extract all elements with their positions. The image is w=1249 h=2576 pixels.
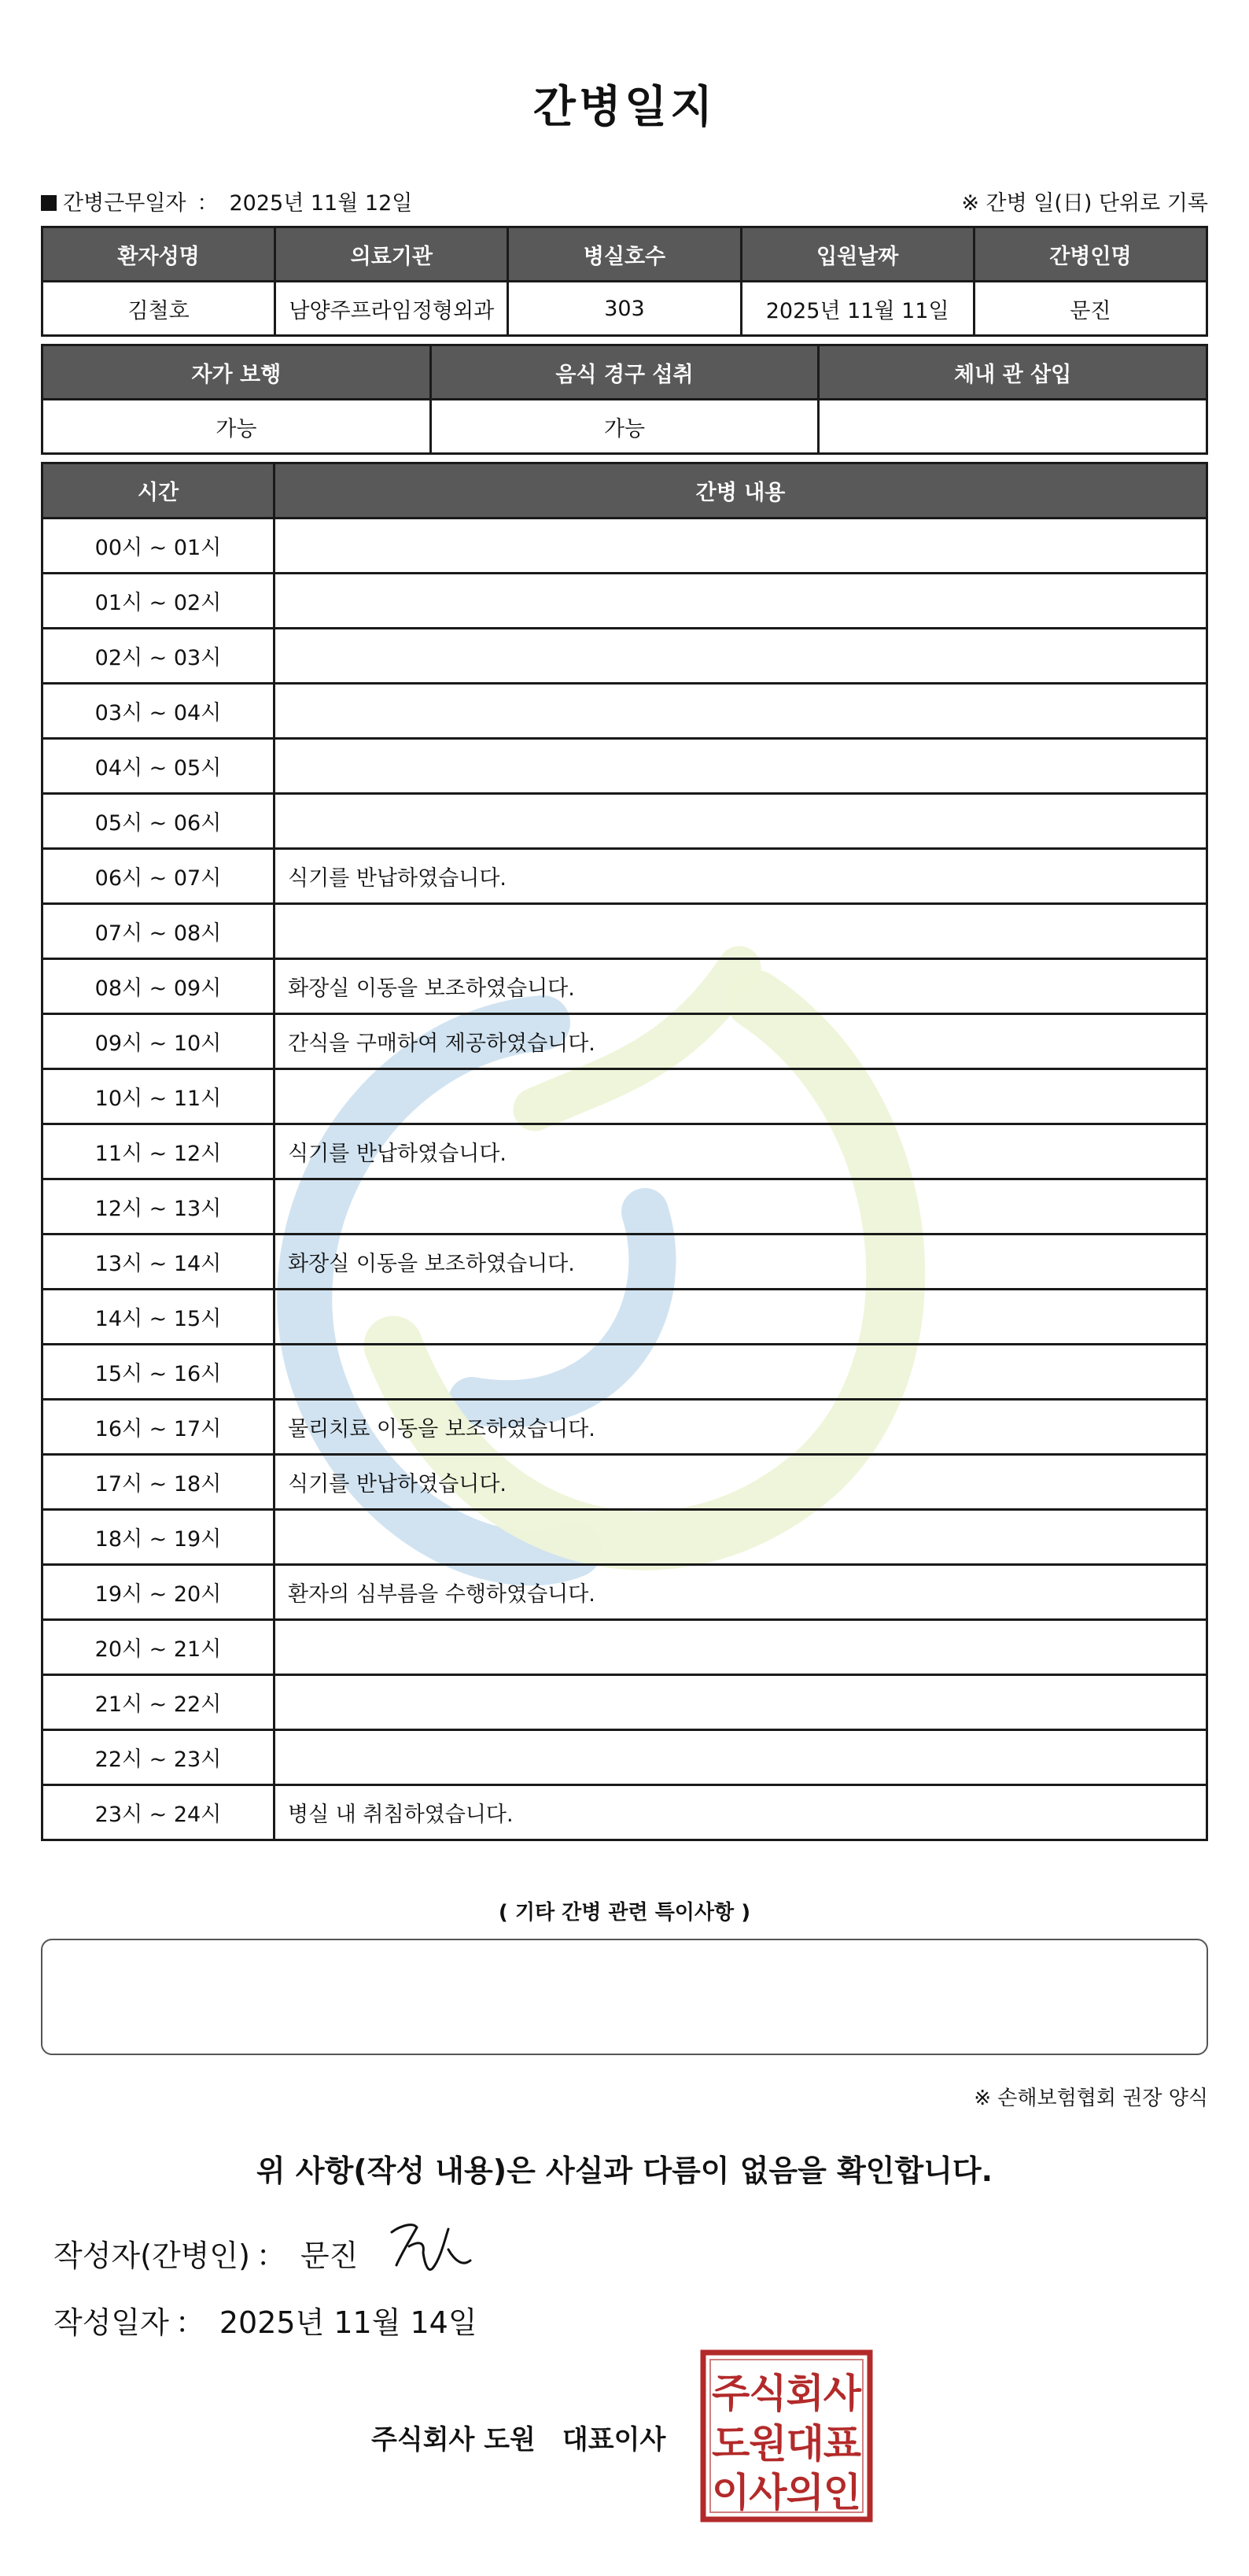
row-content: 식기를 반납하였습니다. — [274, 1455, 1207, 1510]
row-time: 10시 ~ 11시 — [42, 1069, 274, 1124]
writer-label: 작성자(간병인) — [53, 2238, 250, 2273]
header-oral-intake: 음식 경구 섭취 — [430, 345, 819, 400]
table-row — [42, 1455, 1207, 1510]
row-time: 22시 ~ 23시 — [42, 1730, 274, 1785]
row-content — [274, 1069, 1207, 1124]
writer-name: 문진 — [300, 2238, 359, 2273]
row-time: 16시 ~ 17시 — [42, 1400, 274, 1455]
table-row — [42, 1290, 1207, 1345]
svg-text:주식회사: 주식회사 — [712, 2371, 861, 2416]
table-row — [42, 574, 1207, 629]
remarks-label: ( 기타 간병 관련 특이사항 ) — [498, 1901, 751, 1925]
table-row — [42, 1510, 1207, 1565]
table-row — [42, 959, 1207, 1014]
row-time: 01시 ~ 02시 — [42, 574, 274, 629]
table-row — [42, 629, 1207, 684]
header-caregiver-name: 간병인명 — [974, 227, 1207, 282]
document-title: 간병일지 — [532, 82, 717, 133]
row-time: 17시 ~ 18시 — [42, 1455, 274, 1510]
svg-text:이사의인: 이사의인 — [712, 2470, 861, 2515]
row-time: 00시 ~ 01시 — [42, 519, 274, 574]
row-time: 02시 ~ 03시 — [42, 629, 274, 684]
table-row — [42, 1675, 1207, 1730]
row-content: 식기를 반납하였습니다. — [274, 1124, 1207, 1179]
patient-info-table — [41, 226, 1208, 337]
row-time: 13시 ~ 14시 — [42, 1234, 274, 1290]
caregiver-name: 문진 — [974, 282, 1207, 336]
table-row — [42, 1179, 1207, 1234]
table-row — [42, 1400, 1207, 1455]
self-walking-value: 가능 — [42, 400, 431, 454]
writer-colon: ： — [256, 2238, 286, 2273]
row-time: 03시 ~ 04시 — [42, 684, 274, 739]
row-content — [274, 574, 1207, 629]
row-content: 화장실 이동을 보조하였습니다. — [274, 959, 1207, 1014]
row-time: 19시 ~ 20시 — [42, 1565, 274, 1620]
header-time: 시간 — [42, 463, 274, 519]
shift-colon: ： — [197, 191, 219, 216]
header-hospital: 의료기관 — [275, 227, 508, 282]
table-row — [42, 1069, 1207, 1124]
company-title: 대표이사 — [562, 2424, 666, 2456]
row-content — [274, 1620, 1207, 1675]
row-content — [274, 684, 1207, 739]
header-tube-insertion: 체내 관 삽입 — [819, 345, 1207, 400]
row-time: 21시 ~ 22시 — [42, 1675, 274, 1730]
row-content: 식기를 반납하였습니다. — [274, 849, 1207, 904]
handwritten-signature — [385, 2215, 480, 2278]
row-content — [274, 1345, 1207, 1400]
table-row — [42, 684, 1207, 739]
row-time: 08시 ~ 09시 — [42, 959, 274, 1014]
table-row — [42, 1234, 1207, 1290]
admission-date: 2025년 11월 11일 — [741, 282, 974, 336]
row-content — [274, 794, 1207, 849]
row-content — [274, 1290, 1207, 1345]
row-content: 병실 내 취침하였습니다. — [274, 1785, 1207, 1840]
row-time: 12시 ~ 13시 — [42, 1179, 274, 1234]
row-content: 화장실 이동을 보조하였습니다. — [274, 1234, 1207, 1290]
row-time: 11시 ~ 12시 — [42, 1124, 274, 1179]
oral-intake-value: 가능 — [430, 400, 819, 454]
square-bullet-icon — [41, 195, 57, 211]
company-seal-stamp — [699, 2349, 874, 2523]
company-signature-line — [371, 2418, 665, 2456]
table-row — [42, 1345, 1207, 1400]
hospital-name: 남양주프라임정형외과 — [275, 282, 508, 336]
table-row — [42, 1124, 1207, 1179]
shift-date-line — [41, 186, 412, 216]
row-time: 06시 ~ 07시 — [42, 849, 274, 904]
header-patient-name: 환자성명 — [42, 227, 275, 282]
table-row — [42, 1785, 1207, 1840]
row-content — [274, 904, 1207, 959]
tube-insertion-value — [819, 400, 1207, 454]
row-time: 20시 ~ 21시 — [42, 1620, 274, 1675]
row-time: 18시 ~ 19시 — [42, 1510, 274, 1565]
row-content — [274, 1730, 1207, 1785]
care-log-table — [41, 462, 1208, 1841]
company-name: 주식회사 도원 — [371, 2424, 536, 2456]
table-row — [42, 904, 1207, 959]
patient-ability-table — [41, 344, 1208, 455]
form-source-note: ※ 손해보험협회 권장 양식 — [974, 2087, 1208, 2110]
row-time: 23시 ~ 24시 — [42, 1785, 274, 1840]
row-time: 04시 ~ 05시 — [42, 739, 274, 794]
written-date-line — [53, 2298, 477, 2342]
table-row — [42, 1620, 1207, 1675]
patient-name: 김철호 — [42, 282, 275, 336]
table-row — [42, 519, 1207, 574]
writer-line — [53, 2231, 358, 2275]
record-unit-note: ※ 간병 일(日) 단위로 기록 — [961, 191, 1208, 216]
table-row — [42, 1730, 1207, 1785]
row-time: 15시 ~ 16시 — [42, 1345, 274, 1400]
header-self-walking: 자가 보행 — [42, 345, 431, 400]
written-date-colon: ： — [175, 2305, 205, 2340]
header-room-number: 병실호수 — [508, 227, 741, 282]
table-row — [42, 1565, 1207, 1620]
row-content — [274, 629, 1207, 684]
remarks-box — [41, 1939, 1208, 2055]
row-content — [274, 1675, 1207, 1730]
row-time: 05시 ~ 06시 — [42, 794, 274, 849]
row-content — [274, 739, 1207, 794]
row-content: 환자의 심부름을 수행하였습니다. — [274, 1565, 1207, 1620]
row-time: 09시 ~ 10시 — [42, 1014, 274, 1069]
header-care-content: 간병 내용 — [274, 463, 1207, 519]
table-row — [42, 849, 1207, 904]
shift-label: 간병근무일자 — [63, 191, 186, 216]
row-content — [274, 1179, 1207, 1234]
svg-text:도원대표: 도원대표 — [712, 2421, 861, 2467]
room-number: 303 — [508, 282, 741, 336]
table-row — [42, 794, 1207, 849]
row-content: 물리치료 이동을 보조하였습니다. — [274, 1400, 1207, 1455]
confirmation-statement: 위 사항(작성 내용)은 사실과 다름이 없음을 확인합니다. — [256, 2153, 993, 2188]
table-row — [42, 1014, 1207, 1069]
shift-date: 2025년 11월 12일 — [229, 191, 413, 216]
written-date-label: 작성일자 — [53, 2305, 169, 2340]
row-content — [274, 1510, 1207, 1565]
row-time: 07시 ~ 08시 — [42, 904, 274, 959]
row-content — [274, 519, 1207, 574]
written-date-value: 2025년 11월 14일 — [219, 2305, 477, 2340]
table-row — [42, 739, 1207, 794]
row-time: 14시 ~ 15시 — [42, 1290, 274, 1345]
row-content: 간식을 구매하여 제공하였습니다. — [274, 1014, 1207, 1069]
header-admission-date: 입원날짜 — [741, 227, 974, 282]
